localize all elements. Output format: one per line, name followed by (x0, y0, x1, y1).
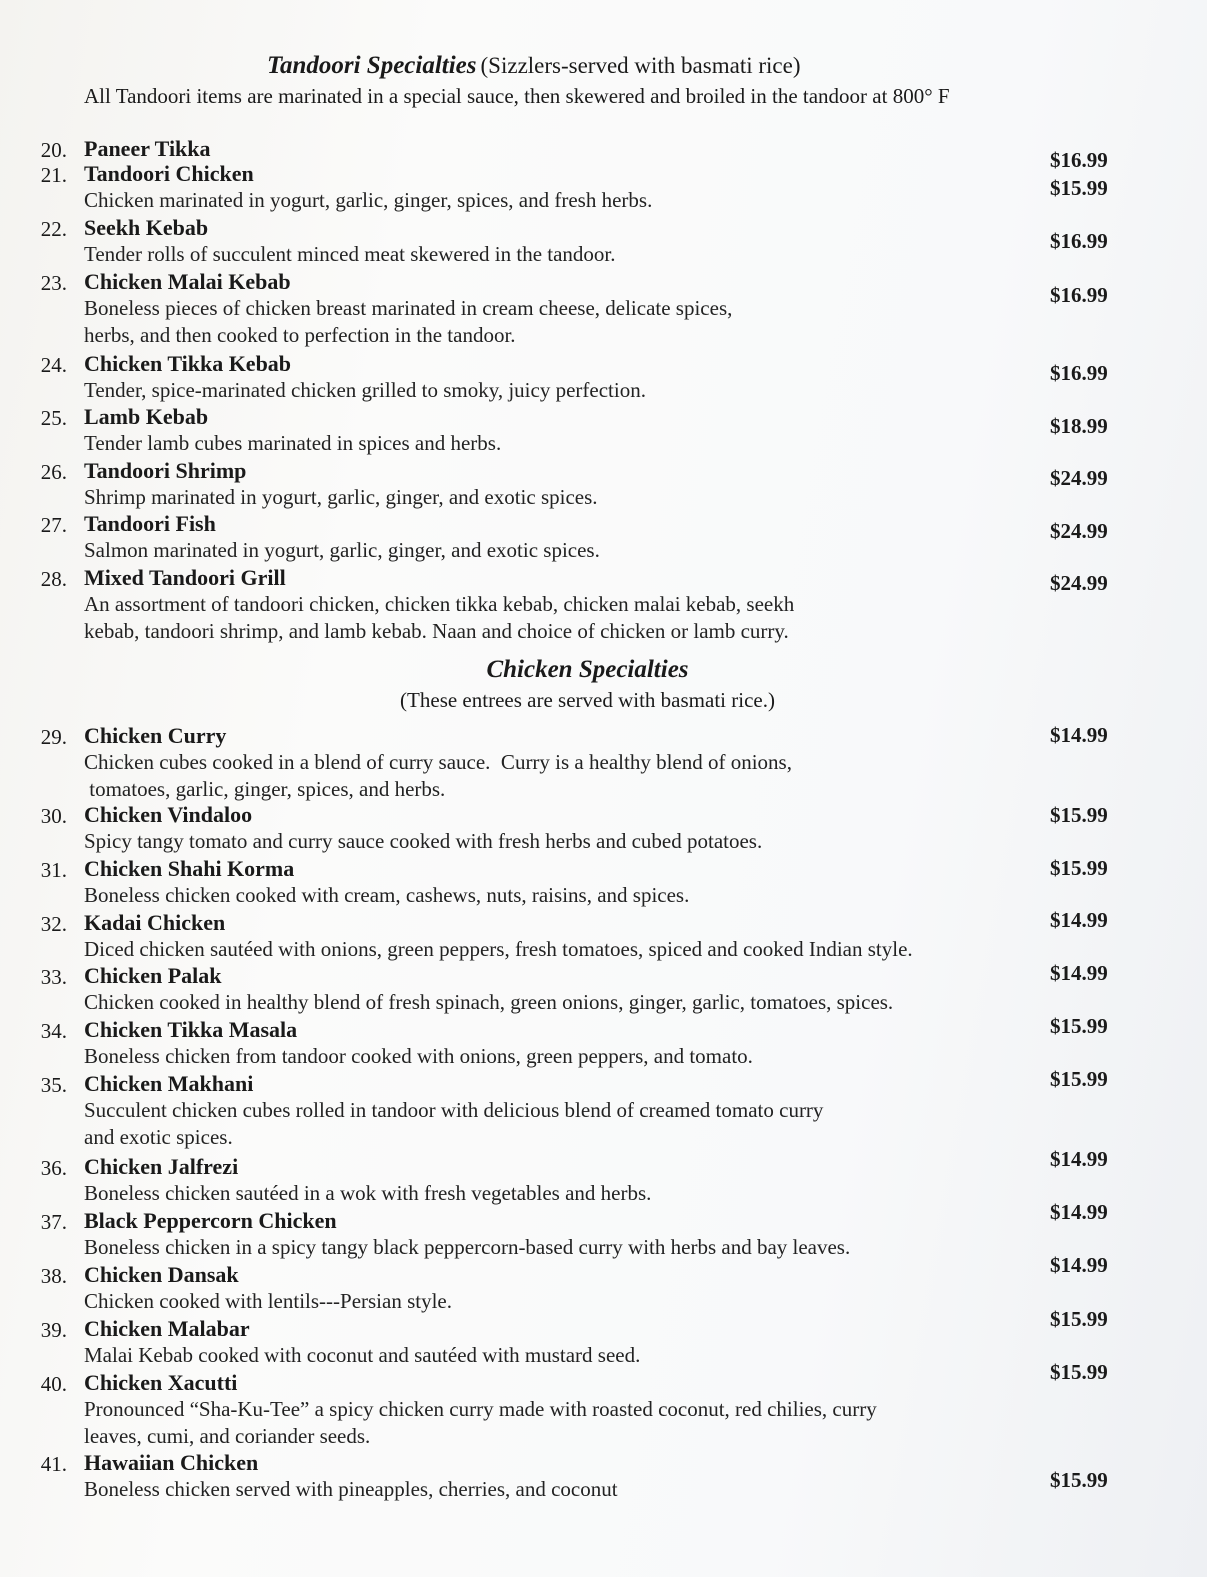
item-description: Spicy tangy tomato and curry sauce cooked with fresh herbs and cubed potatoes. (84, 829, 763, 853)
item-number: 29. (40, 725, 67, 749)
item-name: Chicken Malabar (84, 1316, 250, 1341)
section-header-tandoori (267, 52, 800, 80)
item-name: Chicken Tikka Kebab (84, 351, 292, 376)
item-name: Hawaiian Chicken (84, 1450, 259, 1475)
item-name: Mixed Tandoori Grill (84, 565, 286, 590)
item-price: $14.99 (1050, 1147, 1108, 1171)
item-name: Chicken Jalfrezi (84, 1154, 239, 1179)
item-price: $24.99 (1050, 571, 1108, 595)
item-number: 22. (40, 217, 67, 241)
item-number: 38. (40, 1264, 67, 1288)
item-number: 26. (40, 460, 67, 484)
item-number: 36. (40, 1156, 67, 1180)
item-price: $15.99 (1050, 1360, 1108, 1384)
item-description: Pronounced “Sha-Ku-Tee” a spicy chicken curry made with roasted coconut, red chilies, curry (84, 1397, 877, 1421)
section-note: (These entrees are served with basmati rice.) (400, 688, 775, 712)
item-description: Chicken marinated in yogurt, garlic, ginger, spices, and fresh herbs. (84, 188, 653, 212)
item-name: Seekh Kebab (84, 215, 209, 240)
item-price: $16.99 (1050, 148, 1108, 172)
item-price: $14.99 (1050, 723, 1108, 747)
item-description: and exotic spices. (84, 1125, 233, 1149)
item-description: Chicken cooked with lentils---Persian style. (84, 1289, 453, 1313)
item-name: Chicken Xacutti (84, 1370, 238, 1395)
item-description: Chicken cooked in healthy blend of fresh spinach, green onions, ginger, garlic, tomatoes, spices. (84, 990, 894, 1014)
item-description: Shrimp marinated in yogurt, garlic, ginger, and exotic spices. (84, 485, 598, 509)
item-description: Boneless chicken cooked with cream, cashews, nuts, raisins, and spices. (84, 883, 690, 907)
item-number: 37. (40, 1210, 67, 1234)
item-price: $15.99 (1050, 1468, 1108, 1492)
item-number: 41. (40, 1452, 67, 1476)
item-price: $15.99 (1050, 856, 1108, 880)
item-description: An assortment of tandoori chicken, chicken tikka kebab, chicken malai kebab, seekh (84, 592, 795, 616)
item-number: 39. (40, 1318, 67, 1342)
item-number: 30. (40, 804, 67, 828)
item-price: $14.99 (1050, 908, 1108, 932)
item-price: $15.99 (1050, 1307, 1108, 1331)
item-price: $15.99 (1050, 1014, 1108, 1038)
item-price: $24.99 (1050, 519, 1108, 543)
item-description: kebab, tandoori shrimp, and lamb kebab. Naan and choice of chicken or lamb curry. (84, 619, 789, 643)
item-name: Tandoori Shrimp (84, 458, 247, 483)
item-description: Malai Kebab cooked with coconut and sautéed with mustard seed. (84, 1343, 641, 1367)
item-price: $16.99 (1050, 361, 1108, 385)
item-number: 20. (40, 138, 67, 162)
item-name: Chicken Dansak (84, 1262, 239, 1287)
item-number: 35. (40, 1073, 67, 1097)
item-number: 23. (40, 271, 67, 295)
item-price: $15.99 (1050, 1067, 1108, 1091)
item-description: Tender lamb cubes marinated in spices and herbs. (84, 431, 502, 455)
item-name: Chicken Palak (84, 963, 222, 988)
item-description: Boneless chicken served with pineapples, cherries, and coconut (84, 1477, 618, 1501)
item-name: Chicken Tikka Masala (84, 1017, 298, 1042)
item-price: $24.99 (1050, 466, 1108, 490)
section-title: Tandoori Specialties (267, 52, 477, 79)
item-price: $18.99 (1050, 414, 1108, 438)
item-number: 34. (40, 1019, 67, 1043)
item-name: Tandoori Fish (84, 511, 216, 536)
item-number: 40. (40, 1372, 67, 1396)
item-number: 28. (40, 567, 67, 591)
item-price: $14.99 (1050, 1253, 1108, 1277)
item-price: $15.99 (1050, 803, 1108, 827)
item-description: Boneless chicken sautéed in a wok with fresh vegetables and herbs. (84, 1181, 652, 1205)
item-description: leaves, cumi, and coriander seeds. (84, 1424, 371, 1448)
item-name: Chicken Malai Kebab (84, 269, 291, 294)
item-name: Tandoori Chicken (84, 161, 254, 186)
item-name: Lamb Kebab (84, 404, 209, 429)
item-name: Kadai Chicken (84, 910, 226, 935)
item-description: Tender, spice-marinated chicken grilled to smoky, juicy perfection. (84, 378, 646, 402)
item-description: Tender rolls of succulent minced meat skewered in the tandoor. (84, 242, 616, 266)
item-name: Chicken Shahi Korma (84, 856, 295, 881)
item-number: 32. (40, 912, 67, 936)
item-number: 25. (40, 406, 67, 430)
item-description: Chicken cubes cooked in a blend of curry sauce. Curry is a healthy blend of onions, (84, 750, 792, 774)
section-subtitle: (Sizzlers-served with basmati rice) (480, 53, 801, 78)
item-description: Diced chicken sautéed with onions, green peppers, fresh tomatoes, spiced and cooked Indian style. (84, 937, 913, 961)
item-name: Black Peppercorn Chicken (84, 1208, 337, 1233)
item-number: 27. (40, 513, 67, 537)
item-price: $14.99 (1050, 961, 1108, 985)
item-description: Boneless chicken in a spicy tangy black peppercorn-based curry with herbs and bay leaves. (84, 1235, 851, 1259)
item-description: herbs, and then cooked to perfection in the tandoor. (84, 323, 516, 347)
item-description: Salmon marinated in yogurt, garlic, ginger, and exotic spices. (84, 538, 600, 562)
item-price: $16.99 (1050, 283, 1108, 307)
item-description: Boneless chicken from tandoor cooked with onions, green peppers, and tomato. (84, 1044, 753, 1068)
item-description: Succulent chicken cubes rolled in tandoor with delicious blend of creamed tomato curry (84, 1098, 824, 1122)
item-price: $14.99 (1050, 1200, 1108, 1224)
item-price: $15.99 (1050, 176, 1108, 200)
section-note: All Tandoori items are marinated in a special sauce, then skewered and broiled in the tandoor at 800° F (84, 84, 950, 108)
item-number: 33. (40, 965, 67, 989)
item-name: Paneer Tikka (84, 136, 211, 161)
item-description: tomatoes, garlic, ginger, spices, and herbs. (84, 777, 446, 801)
item-price: $16.99 (1050, 229, 1108, 253)
item-description: Boneless pieces of chicken breast marinated in cream cheese, delicate spices, (84, 296, 733, 320)
section-title-chicken: Chicken Specialties (486, 656, 689, 683)
item-name: Chicken Makhani (84, 1071, 254, 1096)
item-number: 21. (40, 163, 67, 187)
item-number: 31. (40, 858, 67, 882)
item-name: Chicken Vindaloo (84, 802, 253, 827)
item-name: Chicken Curry (84, 723, 227, 748)
item-number: 24. (40, 353, 67, 377)
